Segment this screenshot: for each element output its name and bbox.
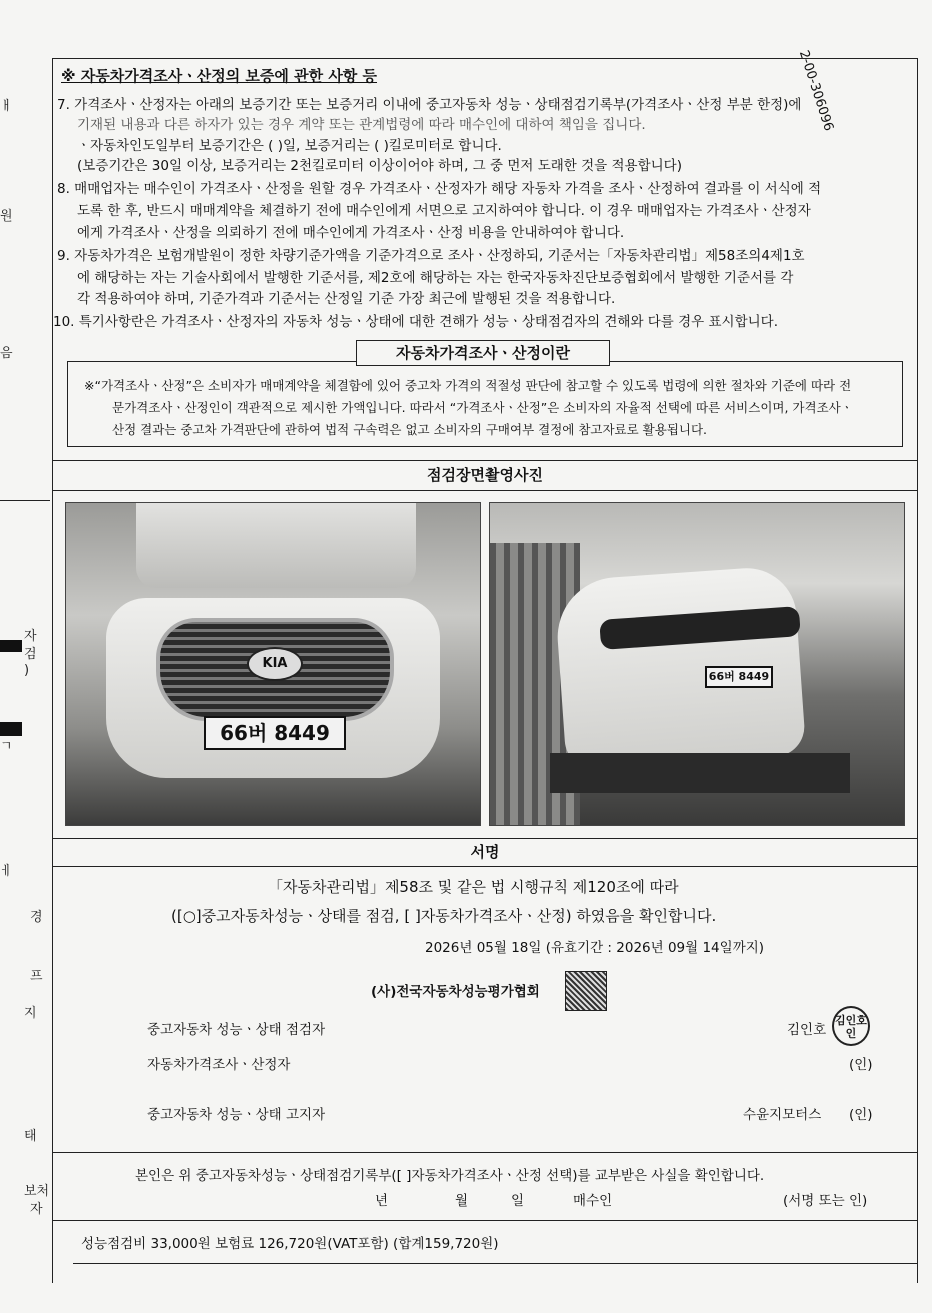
notice-line1: ※“가격조사ㆍ산정”은 소비자가 매매계약을 체결함에 있어 중고차 가격의 적절성 판단에 참고할 수 있도록 법령에 의한 절차와 기준에 따라 전 [84, 378, 852, 393]
front-photo [65, 502, 481, 826]
notice-line3: 산정 결과는 중고차 가격판단에 관하여 법적 구속력은 없고 소비자의 구매여부 결정에 참고자료로 활용됩니다. [112, 422, 708, 437]
date-line: 2026년 05월 18일 (유효기간 : 2026년 09월 14일까지) [425, 940, 765, 956]
appraiser-seal: (인) [849, 1057, 873, 1073]
margin-fragment: 자 [30, 1202, 43, 1217]
appraiser-role: 자동차가격조사ㆍ산정자 [147, 1057, 291, 1073]
item10: 10. 특기사항란은 가격조사ㆍ산정자의 자동차 성능ㆍ상태에 대한 견해가 성능ㆍ상태점검자의 견해와 다를 경우 표시합니다. [53, 314, 779, 330]
item8-line2: 도록 한 후, 반드시 매매계약을 체결하기 전에 매수인에게 서면으로 고지하여야 합니다. 이 경우 매매업자는 가격조사ㆍ산정자 [77, 203, 811, 219]
buyer-sign-label: (서명 또는 인) [783, 1193, 868, 1209]
buyer-confirm-line: 본인은 위 중고자동차성능ㆍ상태점검기록부([ ]자동차가격조사ㆍ산정 선택)를 교부받은 사실을 확인합니다. [135, 1168, 765, 1184]
raised-hood [136, 502, 416, 588]
section-rule [53, 460, 917, 461]
buyer-year: 년 [375, 1193, 389, 1209]
signature-title: 서명 [470, 843, 500, 861]
item9-line3: 각 적용하여야 하며, 기준가격과 기준서는 산정일 기준 가장 최근에 발행된 것을 적용합니다. [77, 291, 616, 307]
inspector-role: 중고자동차 성능ㆍ상태 점검자 [147, 1022, 326, 1038]
margin-fragment: ㄱ [0, 739, 13, 754]
margin-fragment: 지 [24, 1006, 37, 1021]
law-line: 「자동차관리법」제58조 및 같은 법 시행규칙 제120조에 따라 [268, 878, 679, 896]
top-rule [53, 58, 917, 59]
warranty-heading: ※ 자동차가격조사ㆍ산정의 보증에 관한 사항 등 [61, 67, 378, 85]
item8-line3: 에게 가격조사ㆍ산정을 의뢰하기 전에 매수인에게 가격조사ㆍ산정 비용을 안내하여야 합니다. [77, 225, 625, 241]
buyer-month: 월 [455, 1193, 469, 1209]
notice-box [67, 361, 903, 447]
kia-badge: KIA [247, 647, 303, 681]
notifier-role: 중고자동차 성능ㆍ상태 고지자 [147, 1107, 326, 1123]
item7-line4: (보증기간은 30일 이상, 보증거리는 2천킬로미터 이상이어야 하며, 그 중 먼저 도래한 것을 적용합니다) [77, 158, 682, 174]
margin-fragment: ) [24, 663, 30, 678]
margin-fragment: 자 [24, 629, 37, 644]
notifier-name: 수윤지모터스 [743, 1107, 822, 1123]
section-rule [53, 866, 917, 867]
bottom-rule [73, 1263, 917, 1264]
lift-platform [550, 753, 850, 793]
margin-fragment: 검 [24, 647, 37, 662]
inspector-stamp: 김인호인 [832, 1006, 870, 1046]
item7-line3: ㆍ자동차인도일부터 보증기간은 ( )일, 보증거리는 ( )킬로미터로 합니다. [77, 138, 502, 154]
margin-fragment: ㅔ [0, 864, 13, 879]
notice-title: 자동차가격조사ㆍ산정이란 [356, 340, 610, 366]
association-seal [565, 971, 607, 1011]
margin-fragment: ㅐ [0, 99, 13, 114]
margin-fragment: 프 [30, 969, 43, 984]
front-plate: 66버 8449 [204, 716, 346, 750]
section-rule [53, 1152, 917, 1153]
item7-line2: 기재된 내용과 다른 하자가 있는 경우 계약 또는 관계법령에 따라 매수인에 대하여 책임을 집니다. [77, 117, 646, 133]
margin-fragment: 음 [0, 346, 13, 361]
section-rule [53, 1220, 917, 1221]
item9-line1: 9. 자동차가격은 보험개발원이 정한 차량기준가액을 기준가격으로 조사ㆍ산정하되, 기준서는「자동차관리법」제58조의4제1호 [57, 248, 805, 264]
margin-fragment: 태 [24, 1129, 37, 1144]
fees-line: 성능점검비 33,000원 보험료 126,720원(VAT포함) (합계159,720원) [81, 1236, 499, 1252]
notice-line2: 문가격조사ㆍ산정인이 객관적으로 제시한 가액입니다. 따라서 “가격조사ㆍ산정”은 소비자의 자율적 선택에 따른 서비스이며, 가격조사ㆍ [112, 400, 853, 415]
margin-fragment: 원 [0, 209, 13, 224]
margin-rule [0, 500, 50, 501]
confirm-line: ([○]중고자동차성능ㆍ상태를 점검, [ ]자동차가격조사ㆍ산정) 하였음을 확인합니다. [171, 907, 717, 925]
item7-line1: 7. 가격조사ㆍ산정자는 아래의 보증기간 또는 보증거리 이내에 중고자동차 성능ㆍ상태점검기록부(가격조사ㆍ산정 부분 한정)에 [57, 97, 802, 113]
section-rule [53, 838, 917, 839]
buyer-label: 매수인 [573, 1193, 613, 1209]
item9-line2: 에 해당하는 자는 기술사회에서 발행한 기준서를, 제2호에 해당하는 자는 한국자동차진단보증협회에서 발행한 기준서를 각 [77, 270, 794, 286]
form-frame [52, 58, 918, 1283]
inspector-name: 김인호 [787, 1022, 827, 1038]
margin-redaction [0, 640, 22, 652]
notifier-seal: (인) [849, 1107, 873, 1123]
margin-fragment: 경 [30, 910, 43, 925]
margin-fragment: 보처 [24, 1184, 50, 1199]
rear-plate: 66버 8449 [705, 666, 773, 688]
photos-title: 점검장면촬영사진 [427, 466, 543, 484]
rear-photo [489, 502, 905, 826]
buyer-day: 일 [511, 1193, 525, 1209]
margin-redaction [0, 722, 22, 736]
section-rule [53, 490, 917, 491]
association-name: (사)전국자동차성능평가협회 [371, 984, 540, 1000]
item8-line1: 8. 매매업자는 매수인이 가격조사ㆍ산정을 원할 경우 가격조사ㆍ산정자가 해당 자동차 가격을 조사ㆍ산정하여 결과를 이 서식에 적 [57, 181, 822, 197]
corner-serial: 2-00-306096 [795, 48, 837, 133]
